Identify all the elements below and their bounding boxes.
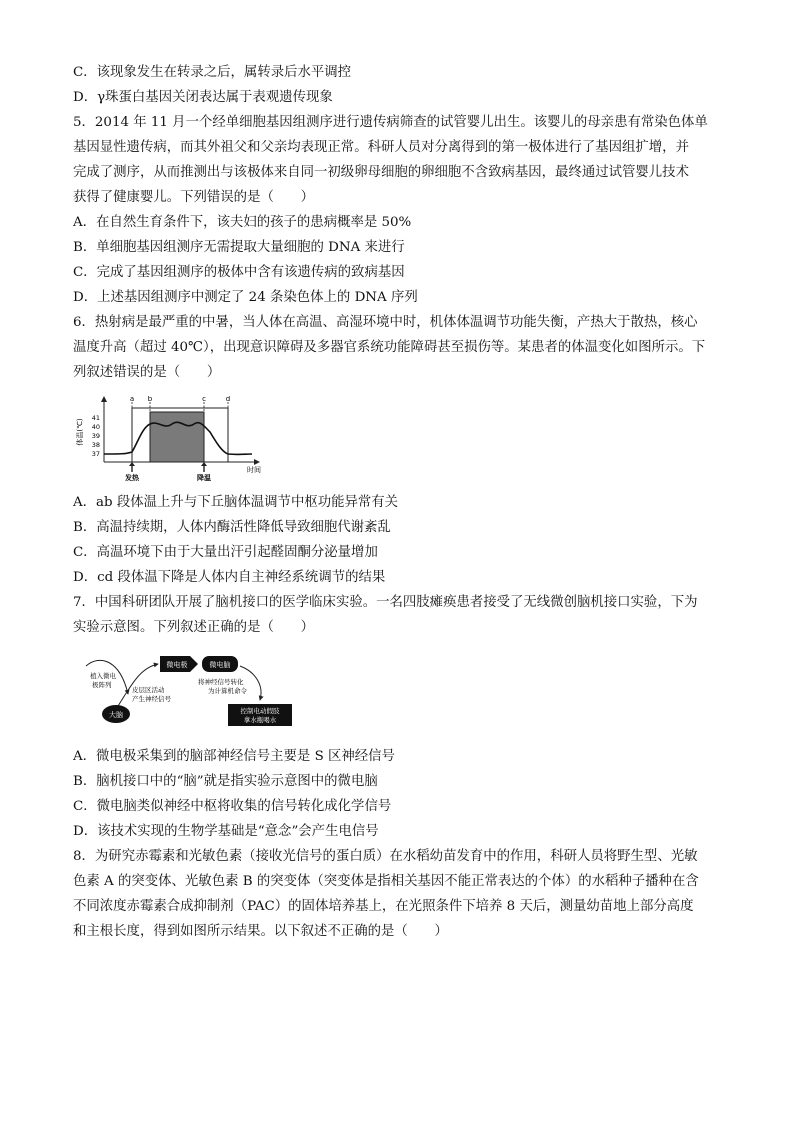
q8-stem-line-2: 色素 A 的突变体、光敏色素 B 的突变体（突变体是指相关基因不能正常表达的个体）的水稻种子播种在含	[73, 874, 699, 889]
q5-stem-line-1: 5．2014 年 11 月一个经单细胞基因组测序进行遗传病筛查的试管婴儿出生。该婴儿的母亲患有常染色体单	[73, 115, 708, 130]
q6-stem-line-1: 6．热射病是最严重的中暑，当人体在高温、高湿环境中时，机体体温调节功能失衡，产热大于散热，核心	[73, 315, 698, 330]
microbrain-label: 微电脑	[209, 661, 231, 669]
q6-stem-line-2: 温度升高（超过 40℃），出现意识障碍及多器官系统功能障碍甚至损伤等。某患者的体温变化如图所示。下	[73, 340, 706, 355]
cortex-label-2: 产生神经信号	[132, 695, 171, 703]
q4-option-c: C．该现象发生在转录之后，属转录后水平调控	[73, 65, 352, 80]
q6-option-b: B．高温持续期，人体内酶活性降低导致细胞代谢紊乱	[73, 520, 391, 535]
implant-label-2: 极阵列	[92, 681, 112, 689]
q5-stem-line-2: 基因显性遗传病，而其外祖父和父亲均表现正常。科研人员对分离得到的第一极体进行了基因组扩增，并	[73, 140, 689, 155]
q8-stem-line-3: 不同浓度赤霉素合成抑制剂（PAC）的固体培养基上，在光照条件下培养 8 天后，测量幼苗地上部分高度	[73, 899, 694, 914]
q7-option-a: A．微电极采集到的脑部神经信号主要是 S 区神经信号	[73, 749, 395, 764]
cortex-label-1: 皮层区活动	[132, 686, 165, 694]
q6-option-a: A．ab 段体温上升与下丘脑体温调节中枢功能异常有关	[73, 495, 399, 510]
event-fever-label: 发热	[125, 474, 139, 482]
q5-stem-line-4: 获得了健康婴儿。下列错误的是（ ）	[73, 190, 315, 205]
convert-label-2: 为计算机命令	[208, 687, 247, 695]
y-axis-label: 体温(℃)	[76, 418, 84, 446]
y-tick-37: 37	[91, 450, 100, 458]
y-tick-40: 40	[91, 423, 100, 431]
marker-a: a	[129, 396, 135, 403]
y-tick-38: 38	[91, 441, 100, 449]
electrode-label: 微电极	[166, 661, 188, 669]
q8-stem-line-1: 8．为研究赤霉素和光敏色素（接收光信号的蛋白质）在水稻幼苗发育中的作用，科研人员将野生型、光敏	[73, 849, 698, 864]
marker-d: d	[225, 396, 231, 403]
q8-stem-line-4: 和主根长度，得到如图所示结果。以下叙述不正确的是（ ）	[73, 924, 448, 939]
q5-option-b: B．单细胞基因组测序无需提取大量细胞的 DNA 来进行	[73, 240, 405, 255]
q6-temperature-figure	[76, 396, 276, 482]
q6-stem-line-3: 列叙述错误的是（ ）	[73, 365, 221, 380]
cool-arrow	[201, 462, 207, 466]
q6-option-d: D．cd 段体温下降是人体内自主神经系统调节的结果	[73, 570, 386, 585]
q7-bci-figure	[80, 650, 300, 730]
high-temp-region	[150, 412, 204, 462]
convert-label-1: 将神经信号转化	[198, 678, 244, 686]
q7-stem-line-2: 实验示意图。下列叙述正确的是（ ）	[73, 620, 315, 635]
fever-arrow	[129, 462, 135, 466]
control-label-2: 拿水瓶喝水	[243, 716, 277, 724]
q7-stem-line-1: 7．中国科研团队开展了脑机接口的医学临床实验。一名四肢瘫痪患者接受了无线微创脑机接口实验，下为	[73, 595, 698, 610]
q7-option-d: D．该技术实现的生物学基础是“意念”会产生电信号	[73, 824, 379, 839]
q5-option-a: A．在自然生育条件下，该夫妇的孩子的患病概率是 50%	[73, 215, 412, 230]
marker-c: c	[202, 396, 206, 403]
q5-option-c: C．完成了基因组测序的极体中含有该遗传病的致病基因	[73, 265, 405, 280]
brain-label: 大脑	[109, 711, 123, 719]
event-cool-label: 降温	[197, 474, 211, 482]
y-tick-41: 41	[91, 414, 100, 422]
q6-option-c: C．高温环境下由于大量出汗引起醛固酮分泌量增加	[73, 545, 378, 560]
y-tick-39: 39	[91, 432, 100, 440]
q4-option-d: D．γ珠蛋白基因关闭表达属于表观遗传现象	[73, 90, 333, 105]
y-axis-arrow	[101, 396, 107, 402]
marker-b: b	[147, 396, 153, 403]
q5-stem-line-3: 完成了测序，从而推测出与该极体来自同一初级卵母细胞的卵细胞不含致病基因，最终通过试管婴儿技术	[73, 165, 689, 180]
control-label-1: 控制电动假肢	[240, 707, 280, 715]
q5-option-d: D．上述基因组测序中测定了 24 条染色体上的 DNA 序列	[73, 290, 418, 305]
x-axis-label: 时间	[247, 466, 261, 474]
implant-label-1: 植入微电	[90, 672, 116, 680]
x-axis-arrow	[254, 459, 260, 465]
q7-option-c: C．微电脑类似神经中枢将收集的信号转化成化学信号	[73, 799, 392, 814]
q7-option-b: B．脑机接口中的“脑”就是指实验示意图中的微电脑	[73, 774, 378, 789]
